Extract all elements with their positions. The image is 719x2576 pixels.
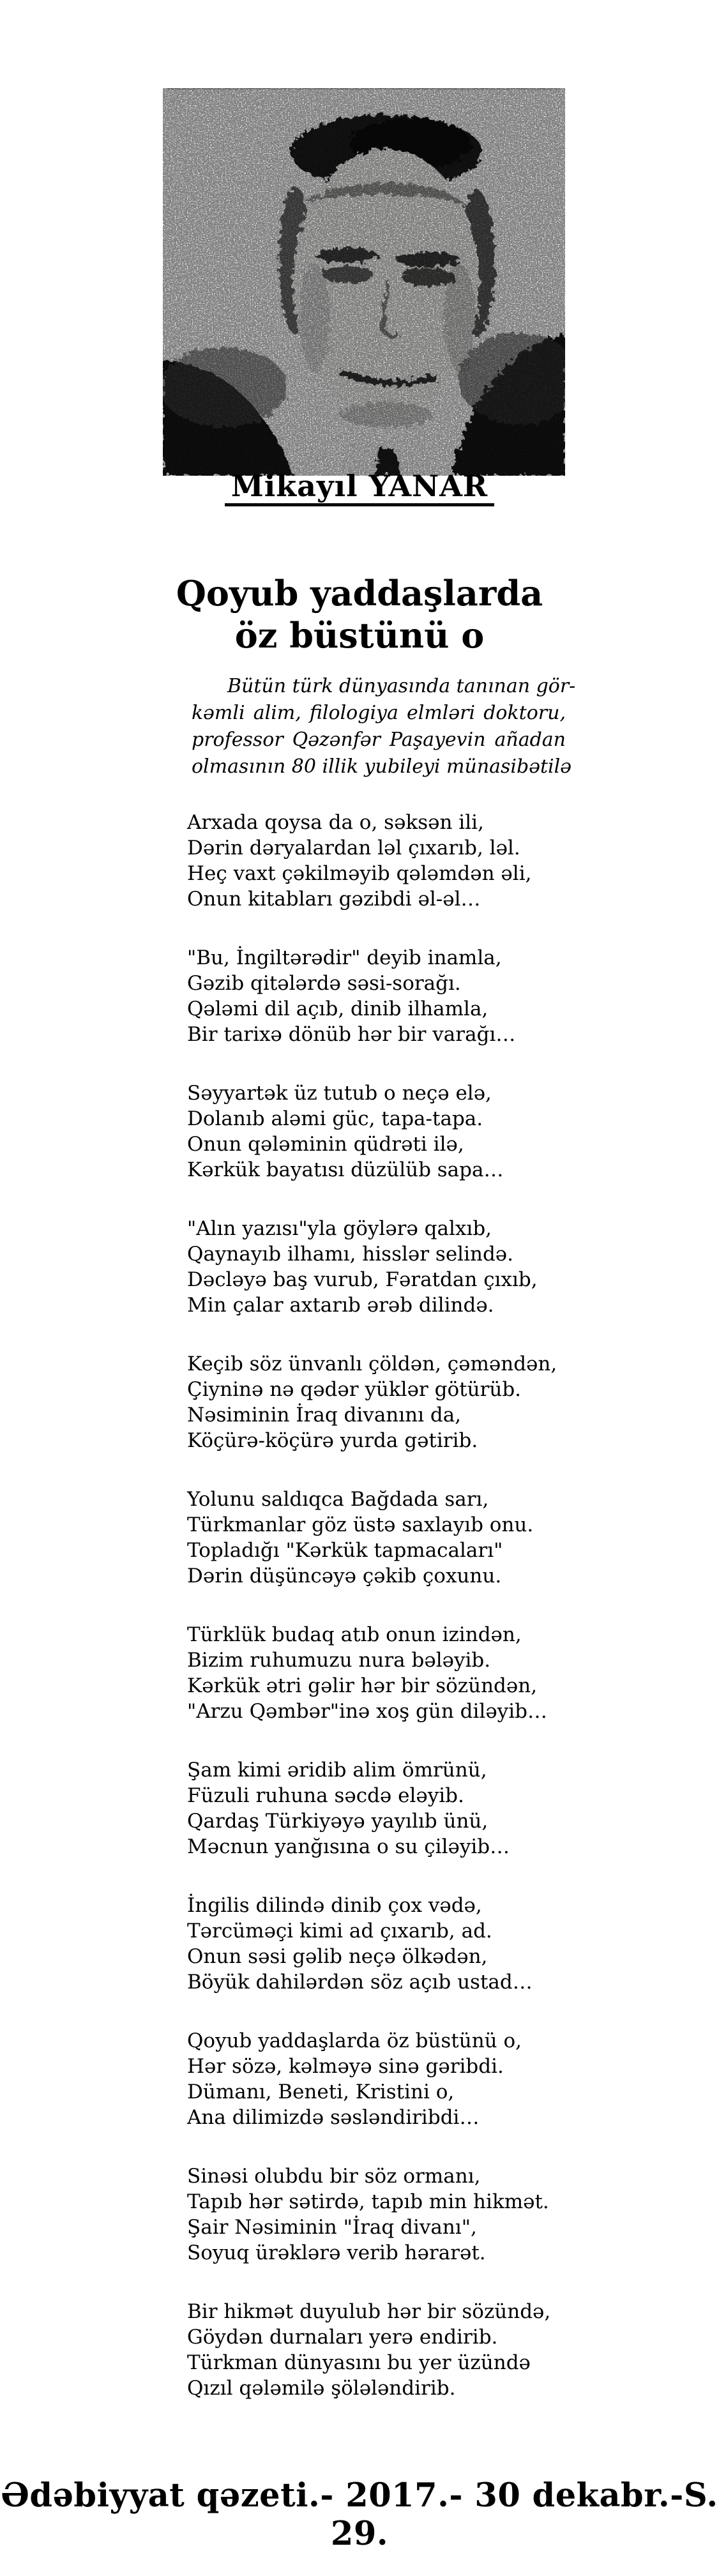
dedication-line: Bütün türk dünyasında tanınan gör- (227, 675, 576, 697)
poem-line: Göydən durnaları yerə endirib. (187, 2326, 498, 2349)
stanza-2 (187, 945, 596, 1047)
poem-line: Onun səsi gəlib neçə ölkədən, (187, 1945, 488, 1968)
poem-line: Tərcüməçi kimi ad çıxarıb, ad. (187, 1920, 492, 1943)
poem-line: Qələmi dil açıb, dinib ilhamla, (187, 997, 488, 1020)
stanza-5 (187, 1351, 596, 1453)
poem-line: Şam kimi əridib alim ömrünü, (187, 1759, 487, 1782)
poem-line: Kərkük ətri gəlir hər bir sözündən, (187, 1674, 538, 1697)
stanza-9 (187, 1893, 596, 1995)
stanza-3 (187, 1080, 596, 1183)
poem-line: Dümanı, Beneti, Kristini o, (187, 2080, 455, 2103)
poem-line: Şair Nəsiminin "İraq divanı", (187, 2216, 477, 2239)
poem-title (0, 572, 719, 656)
stanza-6 (187, 1487, 596, 1589)
poem-line: Onun kitabları gəzibdi əl-əl… (187, 888, 481, 911)
poem-body (187, 810, 596, 2434)
poem-line: Onun qələminin qüdrəti ilə, (187, 1133, 464, 1156)
poem-line: Ana dilimizdə səsləndiribdi… (187, 2106, 480, 2129)
stanza-4 (187, 1216, 596, 1318)
poem-line: İngilis dilində dinib çox vədə, (187, 1894, 482, 1917)
poem-title-line-1: Qoyub yaddaşlarda (176, 573, 543, 614)
poem-title-line-2: öz büstünü o (234, 615, 485, 656)
poem-line: Köçürə-köçürə yurda gətirib. (187, 1429, 478, 1452)
stanza-12 (187, 2299, 596, 2401)
poem-line: Kərkük bayatısı düzülüb sapa… (187, 1158, 504, 1181)
stanza-7 (187, 1622, 596, 1724)
poem-line: Dolanıb aləmi güc, tapa-tapa. (187, 1107, 483, 1130)
poem-line: Yolunu saldıqca Bağdada sarı, (187, 1488, 489, 1511)
poem-line: Gəzib qitələrdə səsi-sorağı. (187, 972, 461, 995)
author-heading (0, 471, 719, 506)
poem-line: Məcnun yanğısına o su çiləyib… (187, 1835, 510, 1858)
poem-line: Türkmanlar göz üstə saxlayıb onu. (187, 1513, 534, 1536)
poem-line: Min çalar axtarıb ərəb dilində. (187, 1294, 494, 1317)
poem-line: Tapıb hər sətirdə, tapıb min hikmət. (187, 2190, 549, 2213)
stanza-8 (187, 1757, 596, 1860)
poem-line: Qızıl qələmilə şölələndirib. (187, 2377, 456, 2400)
portrait-photo (163, 88, 565, 476)
dedication-line: professor Qəzənfər Paşayevin añadan (192, 729, 566, 751)
poem-line: Bir tarixə dönüb hər bir varağı… (187, 1023, 516, 1046)
poem-line: "Alın yazısı"yla göylərə qalxıb, (187, 1217, 492, 1240)
portrait-photo-drawing (163, 88, 565, 476)
poem-line: Qardaş Türkiyəyə yayılıb ünü, (187, 1810, 488, 1833)
stanza-10 (187, 2028, 596, 2130)
poem-line: Səyyartək üz tutub o neçə elə, (187, 1082, 492, 1105)
poem-line: Keçib söz ünvanlı çöldən, çəməndən, (187, 1352, 557, 1375)
poem-line: Türklük budaq atıb onun izindən, (187, 1623, 522, 1646)
poem-line: Sinəsi olubdu bir söz ormanı, (187, 2165, 481, 2188)
poem-line: Bizim ruhumuzu nura bələyib. (187, 1649, 491, 1672)
poem-line: Dərin düşüncəyə çəkib çoxunu. (187, 1565, 502, 1587)
poem-line: Qaynayıb ilhamı, hisslər selində. (187, 1243, 514, 1266)
poem-line: Qoyub yaddaşlarda öz büstünü o, (187, 2029, 522, 2052)
poem-line: "Arzu Qəmbər"inə xoş gün diləyib… (187, 1700, 547, 1723)
poem-line: Böyük dahilərdən söz açıb ustad… (187, 1971, 533, 1994)
poem-line: Hər sözə, kəlməyə sinə gəribdi. (187, 2055, 504, 2078)
poem-line: "Bu, İngiltərədir" deyib inamla, (187, 946, 502, 969)
poem-line: Çiyninə nə qədər yüklər götürüb. (187, 1378, 522, 1401)
dedication (192, 673, 576, 780)
dedication-line: olmasının 80 illik yubileyi münasibətilə (192, 755, 571, 778)
author-name: Mikayıl YANAR (225, 471, 494, 506)
poem-line: Topladığı "Kərkük tapmacaları" (187, 1539, 503, 1562)
poem-line: Bir hikmət duyulub hər bir sözündə, (187, 2300, 551, 2323)
poem-line: Nəsiminin İraq divanını da, (187, 1404, 462, 1427)
citation-footer: Ədəbiyyat qəzeti.- 2017.- 30 dekabr.-S. 29. (1, 2476, 718, 2553)
poem-line: Türkman dünyasını bu yer üzündə (187, 2351, 531, 2374)
dedication-line: kəmli alim, filologiya elmləri doktoru, (192, 702, 566, 724)
poem-line: Soyuq ürəklərə verib hərarət. (187, 2241, 486, 2264)
poem-line: Dəcləyə baş vurub, Fəratdan çıxıb, (187, 1268, 538, 1291)
poem-line: Arxada qoysa da o, səksən ili, (187, 811, 484, 834)
poem-line: Heç vaxt çəkilməyib qələmdən əli, (187, 862, 532, 885)
stanza-1 (187, 810, 596, 912)
photo-grain-overlay (163, 88, 565, 476)
stanza-11 (187, 2163, 596, 2266)
poem-line: Füzuli ruhuna səcdə eləyib. (187, 1784, 464, 1807)
poem-line: Dərin dəryalardan ləl çıxarıb, ləl. (187, 837, 520, 860)
